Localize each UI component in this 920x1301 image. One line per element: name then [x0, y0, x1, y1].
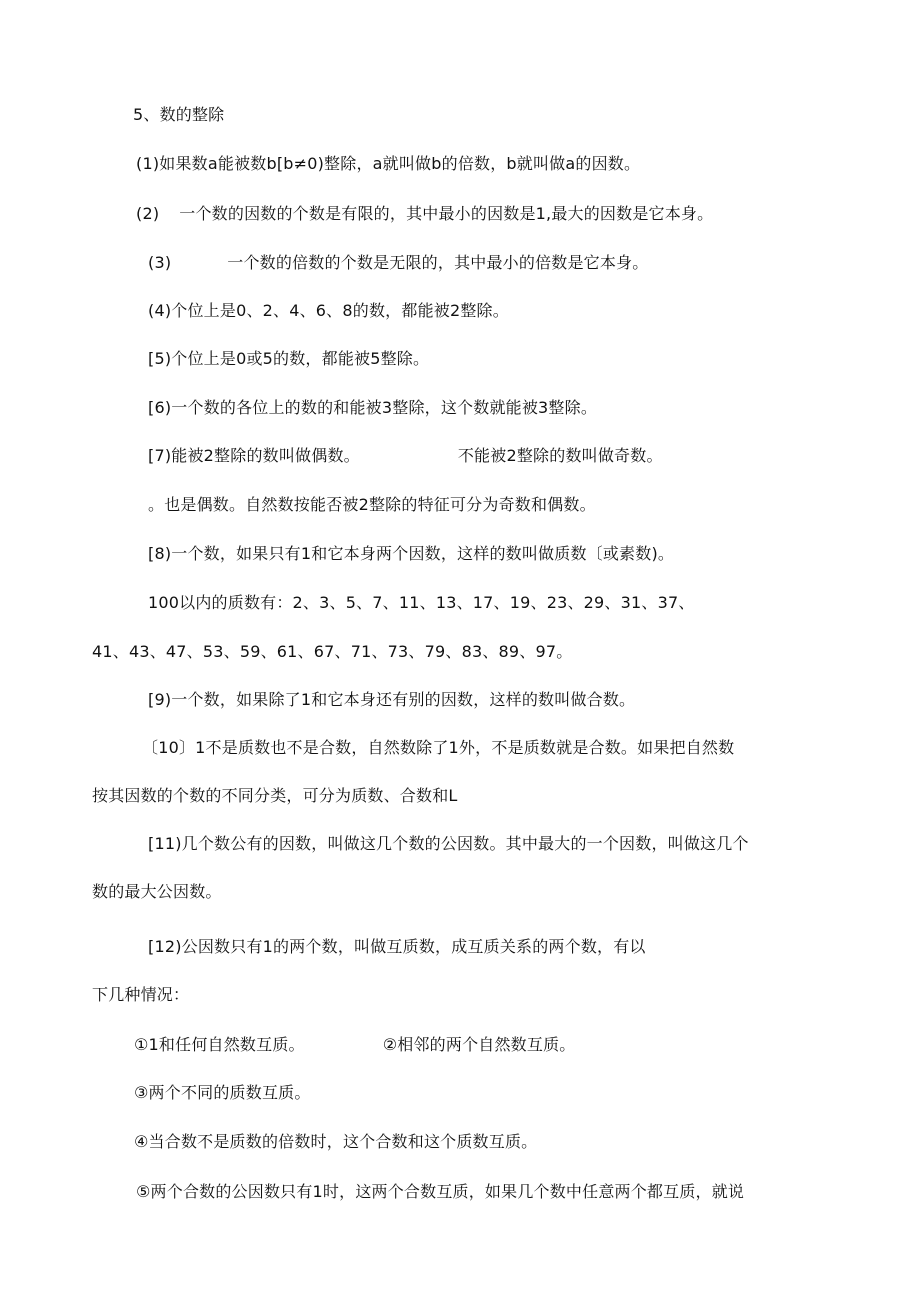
case-4: ④当合数不是质数的倍数时，这个合数和这个质数互质。 [134, 1132, 538, 1151]
item-10-line-1: 〔10〕1不是质数也不是合数，自然数除了1外，不是质数就是合数。如果把自然数 [142, 738, 735, 757]
case-1-text: ①1和任何自然数互质。 [134, 1035, 305, 1054]
primes-line-1: 100以内的质数有：2、3、5、7、11、13、17、19、23、29、31、37、 [148, 593, 695, 612]
case-3: ③两个不同的质数互质。 [134, 1083, 311, 1102]
case-1 [134, 1034, 575, 1056]
item-7 [148, 445, 663, 467]
case-5: ⑤两个合数的公因数只有1时，这两个合数互质，如果几个数中任意两个都互质，就说 [136, 1182, 745, 1201]
section-title: 5、数的整除 [133, 105, 225, 124]
item-6: [6)一个数的各位上的数的和能被3整除，这个数就能被3整除。 [148, 398, 598, 417]
item-2-label: (2) [136, 204, 160, 223]
item-3-label: (3) [148, 253, 172, 272]
item-11-line-1: [11)几个数公有的因数，叫做这几个数的公因数。其中最大的一个因数，叫做这几个 [148, 834, 749, 853]
item-5: [5)个位上是0或5的数，都能被5整除。 [148, 349, 430, 368]
item-2 [136, 203, 713, 225]
item-9: [9)一个数，如果除了1和它本身还有别的因数，这样的数叫做合数。 [148, 690, 636, 709]
item-11-line-2: 数的最大公因数。 [92, 882, 222, 901]
case-2-text: ②相邻的两个自然数互质。 [382, 1035, 576, 1054]
item-3 [148, 252, 648, 274]
item-7-even: [7)能被2整除的数叫做偶数。 [148, 446, 360, 465]
item-1: (1)如果数a能被数b[b≠0)整除，a就叫做b的倍数，b就叫做a的因数。 [136, 154, 641, 173]
item-7-odd: 不能被2整除的数叫做奇数。 [457, 446, 663, 465]
item-3-text: 一个数的倍数的个数是无限的，其中最小的倍数是它本身。 [227, 253, 649, 272]
item-8: [8)一个数，如果只有1和它本身两个因数，这样的数叫做质数〔或素数)。 [148, 544, 675, 563]
item-12-line-2: 下几种情况： [92, 985, 190, 1004]
item-2-text: 一个数的因数的个数是有限的，其中最小的因数是1,最大的因数是它本身。 [179, 204, 714, 223]
item-7-note: 。也是偶数。自然数按能否被2整除的特征可分为奇数和偶数。 [148, 495, 596, 514]
item-12-line-1: [12)公因数只有1的两个数，叫做互质数，成互质关系的两个数，有以 [148, 937, 646, 956]
item-4: (4)个位上是0、2、4、6、8的数，都能被2整除。 [148, 301, 509, 320]
item-10-line-2: 按其因数的个数的不同分类，可分为质数、合数和L [92, 786, 458, 805]
primes-line-2: 41、43、47、53、59、61、67、71、73、79、83、89、97。 [92, 642, 573, 661]
